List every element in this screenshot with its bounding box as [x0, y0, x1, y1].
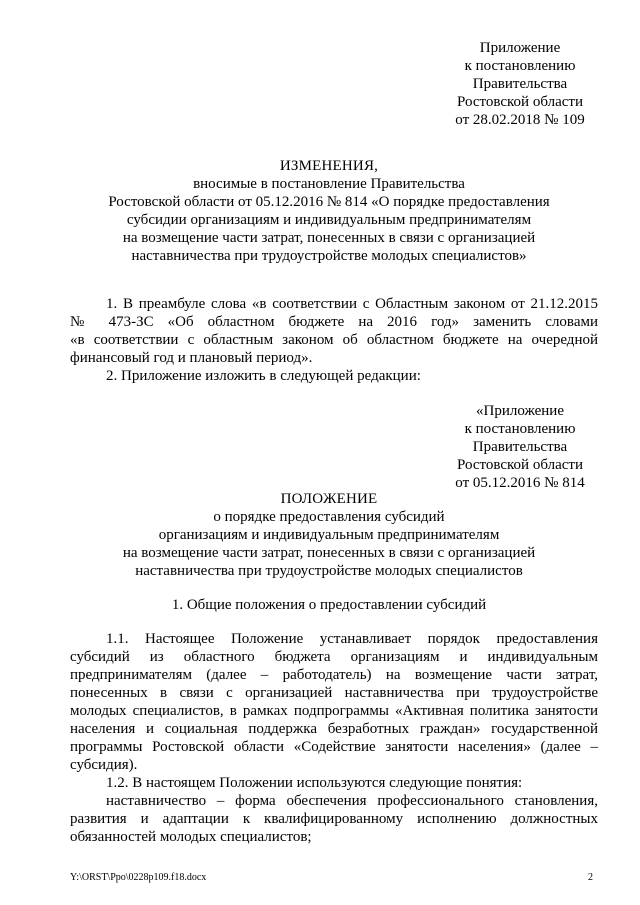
appendix-line-4: Ростовской области	[457, 457, 583, 473]
regulation-line-4: наставничества при трудоустройстве молодых специалистов	[135, 563, 523, 579]
p11-line-5: молодых специалистов, в рамках подпрограммы «Активная политика занятости	[70, 703, 598, 719]
amendments-title: ИЗМЕНЕНИЯ,	[279, 158, 379, 174]
regulation-line-1: о порядке предоставления субсидий	[213, 509, 445, 525]
def-line-3: обязанностей молодых специалистов;	[70, 829, 312, 845]
header-line-2: к постановлению	[464, 58, 576, 74]
p1-line-1: 1. В преамбуле слова «в соответствии с Областным законом от 21.12.2015	[106, 296, 598, 312]
title-line-1: вносимые в постановление Правительства	[193, 176, 465, 192]
header-line-4: Ростовской области	[457, 94, 583, 110]
p11-line-6: населения и социальная поддержка безработных граждан» государственной	[70, 721, 598, 737]
regulation-title: ПОЛОЖЕНИЕ	[280, 491, 378, 507]
title-line-4: на возмещение части затрат, понесенных в связи с организацией	[122, 230, 536, 246]
title-line-5: наставничества при трудоустройстве молодых специалистов»	[131, 248, 527, 264]
p1-line-2: № 473-ЗС «Об областном бюджете на 2016 год» заменить словами	[70, 314, 598, 330]
footer-page-number: 2	[588, 872, 593, 883]
footer-file-path: Y:\ORST\Ppo\0228p109.f18.docx	[70, 872, 207, 883]
title-line-3: субсидии организациям и индивидуальным предпринимателям	[126, 212, 532, 228]
appendix-line-2: к постановлению	[464, 421, 576, 437]
p11-line-8: субсидия).	[70, 757, 138, 773]
appendix-line-5: от 05.12.2016 № 814	[455, 475, 585, 491]
appendix-line-1: «Приложение	[475, 403, 564, 419]
def-line-1: наставничество – форма обеспечения профессионального становления,	[106, 793, 598, 809]
p11-line-1: 1.1. Настоящее Положение устанавливает порядок предоставления	[106, 631, 598, 647]
amendment-paragraph-2: 2. Приложение изложить в следующей редакции:	[106, 368, 421, 384]
header-line-5: от 28.02.2018 № 109	[455, 112, 585, 128]
header-line-3: Правительства	[472, 76, 568, 92]
p1-line-3: «в соответствии с областным законом об областном бюджете на очередной	[70, 332, 598, 348]
section-1-heading: 1. Общие положения о предоставлении субсидий	[171, 597, 487, 613]
def-line-2: развития и адаптации к квалифицированному исполнению должностных	[70, 811, 598, 827]
header-line-1: Приложение	[479, 40, 561, 56]
p11-line-4: понесенных в связи с организацией наставничества при трудоустройстве	[70, 685, 598, 701]
p1-line-4: финансовый год и плановый период».	[70, 350, 313, 366]
title-line-2: Ростовской области от 05.12.2016 № 814 «О порядке предоставления	[108, 194, 550, 210]
p11-line-3: предпринимателям (далее – работодатель) на возмещение части затрат,	[70, 667, 598, 683]
appendix-line-3: Правительства	[472, 439, 568, 455]
p11-line-2: субсидий из областного бюджета организациям и индивидуальным	[70, 649, 598, 665]
regulation-line-3: на возмещение части затрат, понесенных в связи с организацией	[122, 545, 536, 561]
p11-line-7: программы Ростовской области «Содействие занятости населения» (далее –	[70, 739, 598, 755]
regulation-line-2: организациям и индивидуальным предпринимателям	[158, 527, 500, 543]
paragraph-1-2: 1.2. В настоящем Положении используются следующие понятия:	[106, 775, 523, 791]
